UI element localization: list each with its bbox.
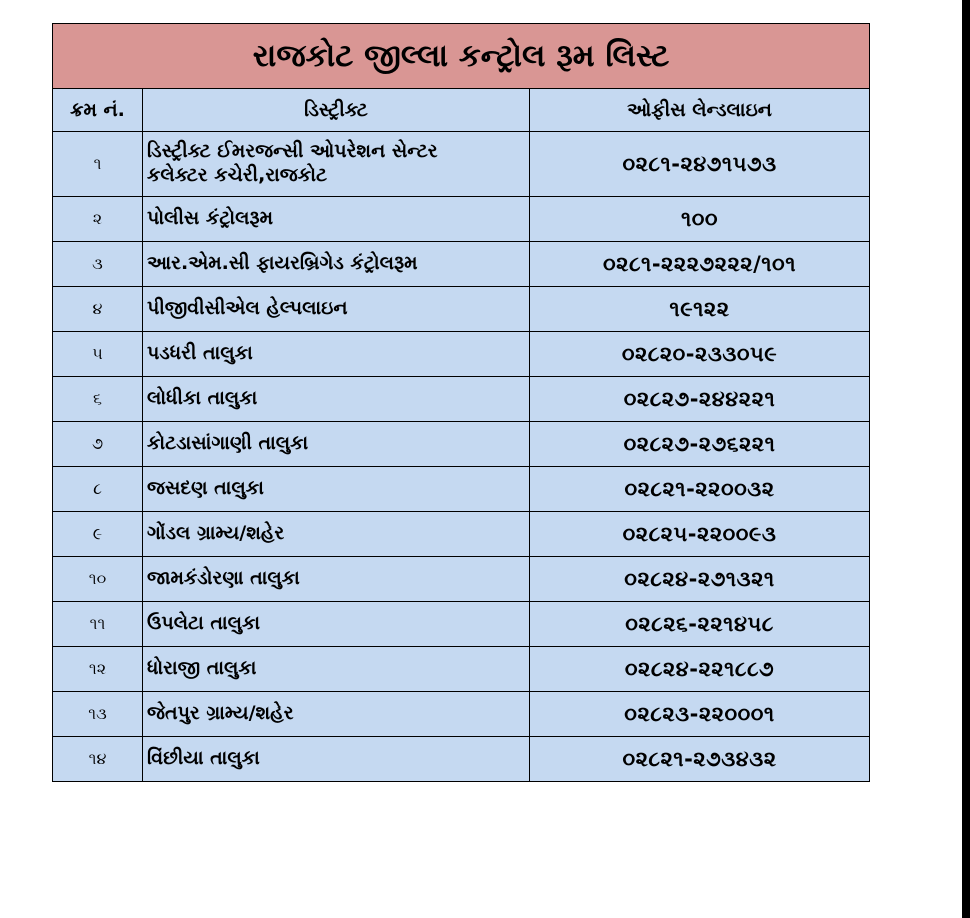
row-serial: ૯ xyxy=(53,512,143,557)
row-serial: ૧૩ xyxy=(53,692,143,737)
row-district-line1: ડિસ્ટ્રીક્ટ ઈમરજન્સી ઓપરેશન સેન્ટર xyxy=(147,140,438,163)
row-serial: ૮ xyxy=(53,467,143,512)
row-phone: ૦૨૮૧-૨૨૨૭૨૨૨/૧૦૧ xyxy=(530,242,870,287)
row-serial: ૫ xyxy=(53,332,143,377)
page-edge-bar xyxy=(962,0,970,918)
title-row xyxy=(53,24,870,89)
row-district: આર.એમ.સી ફાયરબ્રિગેડ કંટ્રોલરૂમ xyxy=(143,242,530,287)
control-room-table xyxy=(52,23,870,782)
table-row xyxy=(53,287,870,332)
row-serial: ૧૧ xyxy=(53,602,143,647)
row-serial: ૧૦ xyxy=(53,557,143,602)
header-landline: ઓફીસ લેન્ડલાઇન xyxy=(530,89,870,132)
table-row xyxy=(53,692,870,737)
table-row xyxy=(53,197,870,242)
row-serial: ૧૪ xyxy=(53,737,143,782)
table-row xyxy=(53,512,870,557)
row-district-line2: કલેક્ટર કચેરી,રાજકોટ xyxy=(147,164,328,186)
row-serial: ૩ xyxy=(53,242,143,287)
row-phone: ૦૨૮૨૪-૨૨૧૮૮૭ xyxy=(530,647,870,692)
row-phone: ૦૨૮૨૫-૨૨૦૦૯૩ xyxy=(530,512,870,557)
row-serial: ૧૨ xyxy=(53,647,143,692)
header-row xyxy=(53,89,870,132)
table-row xyxy=(53,422,870,467)
header-serial: ક્રમ નં. xyxy=(53,89,143,132)
row-district: કોટડાસાંગાણી તાલુકા xyxy=(143,422,530,467)
table-row xyxy=(53,737,870,782)
table-row xyxy=(53,242,870,287)
row-district: ગોંડલ ગ્રામ્ય/શહેર xyxy=(143,512,530,557)
header-district: ડિસ્ટ્રીક્ટ xyxy=(143,89,530,132)
row-phone: ૦૨૮૨૪-૨૭૧૩૨૧ xyxy=(530,557,870,602)
row-serial: ૧ xyxy=(53,132,143,197)
table-row xyxy=(53,467,870,512)
table-row xyxy=(53,332,870,377)
table-row xyxy=(53,557,870,602)
row-phone: ૦૨૮૨૭-૨૪૪૨૨૧ xyxy=(530,377,870,422)
row-district xyxy=(143,132,530,197)
row-district: જેતપુર ગ્રામ્ય/શહેર xyxy=(143,692,530,737)
row-phone: ૧૯૧૨૨ xyxy=(530,287,870,332)
row-district: પીજીવીસીએલ હેલ્પલાઇન xyxy=(143,287,530,332)
row-district: જામકંડોરણા તાલુકા xyxy=(143,557,530,602)
row-district: પોલીસ કંટ્રોલરૂમ xyxy=(143,197,530,242)
row-serial: ૪ xyxy=(53,287,143,332)
row-district: ઉપલેટા તાલુકા xyxy=(143,602,530,647)
table-title: રાજકોટ જીલ્લા કન્ટ્રોલ રૂમ લિસ્ટ xyxy=(53,24,870,89)
table-row xyxy=(53,647,870,692)
row-phone: ૦૨૮૨૦-૨૩૩૦૫૯ xyxy=(530,332,870,377)
row-phone: ૦૨૮૧-૨૪૭૧૫૭૩ xyxy=(530,132,870,197)
row-phone: ૦૨૮૨૬-૨૨૧૪૫૮ xyxy=(530,602,870,647)
row-phone: ૦૨૮૨૧-૨૨૦૦૩૨ xyxy=(530,467,870,512)
row-district: પડધરી તાલુકા xyxy=(143,332,530,377)
table-row xyxy=(53,602,870,647)
row-serial: ૭ xyxy=(53,422,143,467)
table-row xyxy=(53,132,870,197)
row-serial: ૨ xyxy=(53,197,143,242)
row-district: જસદણ તાલુકા xyxy=(143,467,530,512)
row-phone: ૧૦૦ xyxy=(530,197,870,242)
row-phone: ૦૨૮૨૩-૨૨૦૦૦૧ xyxy=(530,692,870,737)
row-district: લોધીકા તાલુકા xyxy=(143,377,530,422)
row-phone: ૦૨૮૨૧-૨૭૩૪૩૨ xyxy=(530,737,870,782)
row-district: વિંછીયા તાલુકા xyxy=(143,737,530,782)
table-row xyxy=(53,377,870,422)
row-serial: ૬ xyxy=(53,377,143,422)
row-district: ધોરાજી તાલુકા xyxy=(143,647,530,692)
row-phone: ૦૨૮૨૭-૨૭૬૨૨૧ xyxy=(530,422,870,467)
